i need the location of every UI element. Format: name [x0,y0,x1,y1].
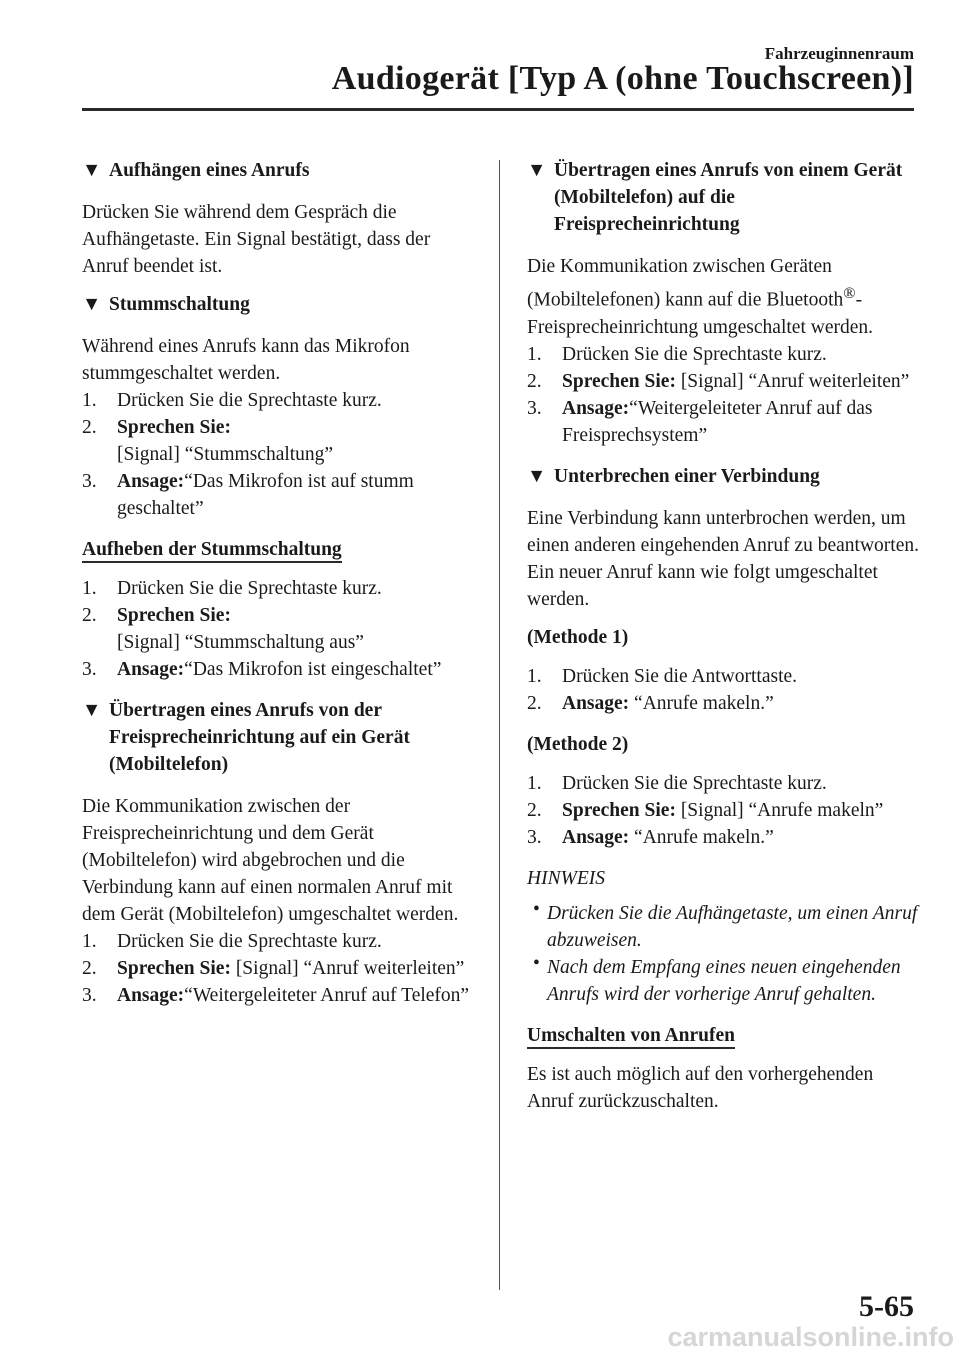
step-item [82,955,474,982]
note-list [527,900,919,1008]
paragraph-text: Die Kommunikation zwischen Geräten (Mobiltelefonen) kann auf die Bluetooth [527,256,844,311]
paragraph: Die Kommunikation zwischen der Freisprecheinrichtung und dem Gerät (Mobiltelefon) wird abgebrochen und die Verbindung kann auf einen normalen Anruf mit dem Gerät (Mobiltelefon) umgeschaltet werden. [82,796,459,925]
left-column [82,157,474,1023]
step-number: 1. [527,343,542,365]
header-section-label: Fahrzeuginnenraum [764,44,914,63]
paragraph-text: -Freisprecheinrichtung umgeschaltet werden. [527,289,874,338]
heading-text: Übertragen eines Anrufs von der Freisprecheinrichtung auf ein Gerät (Mobiltelefon) [109,700,410,775]
step-text: Drücken Sie die Sprechtaste kurz. [562,343,827,365]
step-item [82,982,474,1009]
step-label: Sprechen Sie: [117,417,231,438]
step-text: “Anrufe makeln.” [634,826,774,848]
triangle-down-icon: ▼ [82,294,102,315]
step-label: Ansage: [117,985,185,1006]
note-text: Nach dem Empfang eines neuen eingehenden Anrufs wird der vorherige Anruf gehalten. [547,956,901,1005]
subheading: Aufheben der Stummschaltung [82,538,342,563]
step-number: 2. [527,692,542,714]
step-number: 3. [82,659,97,680]
paragraph: Während eines Anrufs kann das Mikrofon stummgeschaltet werden. [82,336,410,384]
step-item [527,341,919,368]
step-text: Drücken Sie die Antworttaste. [562,665,798,687]
step-label: Sprechen Sie: [562,370,676,392]
step-number: 3. [82,985,97,1006]
step-number: 3. [527,397,542,419]
step-list [82,387,474,522]
step-number: 3. [527,826,542,848]
step-item [527,395,919,449]
step-text: Drücken Sie die Sprechtaste kurz. [562,772,827,794]
note-item [527,900,919,954]
paragraph: Ein neuer Anruf kann wie folgt umgeschaltet werden. [527,561,878,610]
step-item [82,602,474,656]
step-label: Ansage: [562,692,630,714]
step-item [527,690,919,717]
section-heading [82,291,474,318]
step-item [82,468,474,522]
step-number: 2. [527,370,542,392]
note-text: Drücken Sie die Aufhängetaste, um einen Anruf abzuweisen. [547,902,918,951]
step-text: “Anrufe makeln.” [634,692,774,714]
subheading: Umschalten von Anrufen [527,1024,735,1049]
note-item [527,954,919,1008]
step-label: Ansage: [562,397,630,419]
step-item [82,928,474,955]
step-text: Drücken Sie die Sprechtaste kurz. [117,931,382,952]
step-number: 1. [82,390,97,411]
step-item [527,770,919,797]
section-heading [527,463,919,490]
step-text: [Signal] “Anruf weiterleiten” [680,370,910,392]
step-item [527,824,919,851]
step-text: “Das Mikrofon ist eingeschaltet” [184,659,442,680]
watermark: carmanualsonline.info [667,1322,954,1352]
paragraph: Drücken Sie während dem Gespräch die Aufhängetaste. Ein Signal bestätigt, dass der Anruf beendet ist. [82,202,431,277]
step-item [527,663,919,690]
heading-text: Aufhängen eines Anrufs [109,160,310,181]
step-list [82,928,474,1009]
method-label: (Methode 1) [527,626,629,648]
step-number: 2. [82,605,97,626]
triangle-down-icon: ▼ [82,700,102,721]
step-label: Ansage: [117,659,185,680]
page-number: 5-65 [859,1290,914,1323]
step-label: Sprechen Sie: [117,958,231,979]
step-list [527,770,919,851]
step-item [82,387,474,414]
bullet-icon: • [533,952,540,974]
step-label: Ansage: [562,826,630,848]
step-number: 3. [82,471,97,492]
right-column [527,157,919,1126]
step-item [527,368,919,395]
step-text: “Weitergeleiteter Anruf auf Telefon” [184,985,470,1006]
column-divider [499,160,500,1290]
step-item [82,656,474,683]
step-number: 1. [82,578,97,599]
step-list [527,663,919,717]
heading-text: Stummschaltung [109,294,250,315]
step-text: [Signal] “Stummschaltung” [117,444,334,465]
step-label: Ansage: [117,471,185,492]
step-number: 2. [82,417,97,438]
step-label: Sprechen Sie: [562,799,676,821]
header-title: Audiogerät [Typ A (ohne Touchscreen)] [331,60,914,97]
step-number: 1. [527,772,542,794]
step-text: [Signal] “Anrufe makeln” [680,799,884,821]
step-item [82,414,474,468]
paragraph: Eine Verbindung kann unterbrochen werden, um einen anderen eingehenden Anruf zu beantworten. [527,507,919,556]
step-list [82,575,474,683]
section-heading [82,157,474,184]
paragraph [527,253,919,341]
step-text: Drücken Sie die Sprechtaste kurz. [117,390,382,411]
method-label: (Methode 2) [527,733,629,755]
heading-text: Unterbrechen einer Verbindung [554,465,820,487]
section-heading [82,697,474,778]
step-list [527,341,919,449]
header-rule [82,108,914,111]
triangle-down-icon: ▼ [527,160,547,181]
triangle-down-icon: ▼ [527,465,547,487]
step-text: “Das Mikrofon ist auf stumm geschaltet” [117,471,414,519]
step-number: 2. [82,958,97,979]
triangle-down-icon: ▼ [82,160,102,181]
registered-mark: ® [843,284,856,302]
heading-text: Übertragen eines Anrufs von einem Gerät (Mobiltelefon) auf die Freisprecheinrichtung [554,160,903,235]
step-label: Sprechen Sie: [117,605,231,626]
bullet-icon: • [533,898,540,920]
step-number: 1. [82,931,97,952]
step-text: “Weitergeleiteter Anruf auf das Freisprechsystem” [562,397,873,446]
note-label: HINWEIS [527,867,605,889]
section-heading [527,157,919,238]
step-text: [Signal] “Anruf weiterleiten” [235,958,465,979]
step-text: Drücken Sie die Sprechtaste kurz. [117,578,382,599]
step-item [82,575,474,602]
step-number: 2. [527,799,542,821]
step-item [527,797,919,824]
paragraph: Es ist auch möglich auf den vorhergehenden Anruf zurückzuschalten. [527,1063,874,1112]
step-text: [Signal] “Stummschaltung aus” [117,632,364,653]
step-number: 1. [527,665,542,687]
